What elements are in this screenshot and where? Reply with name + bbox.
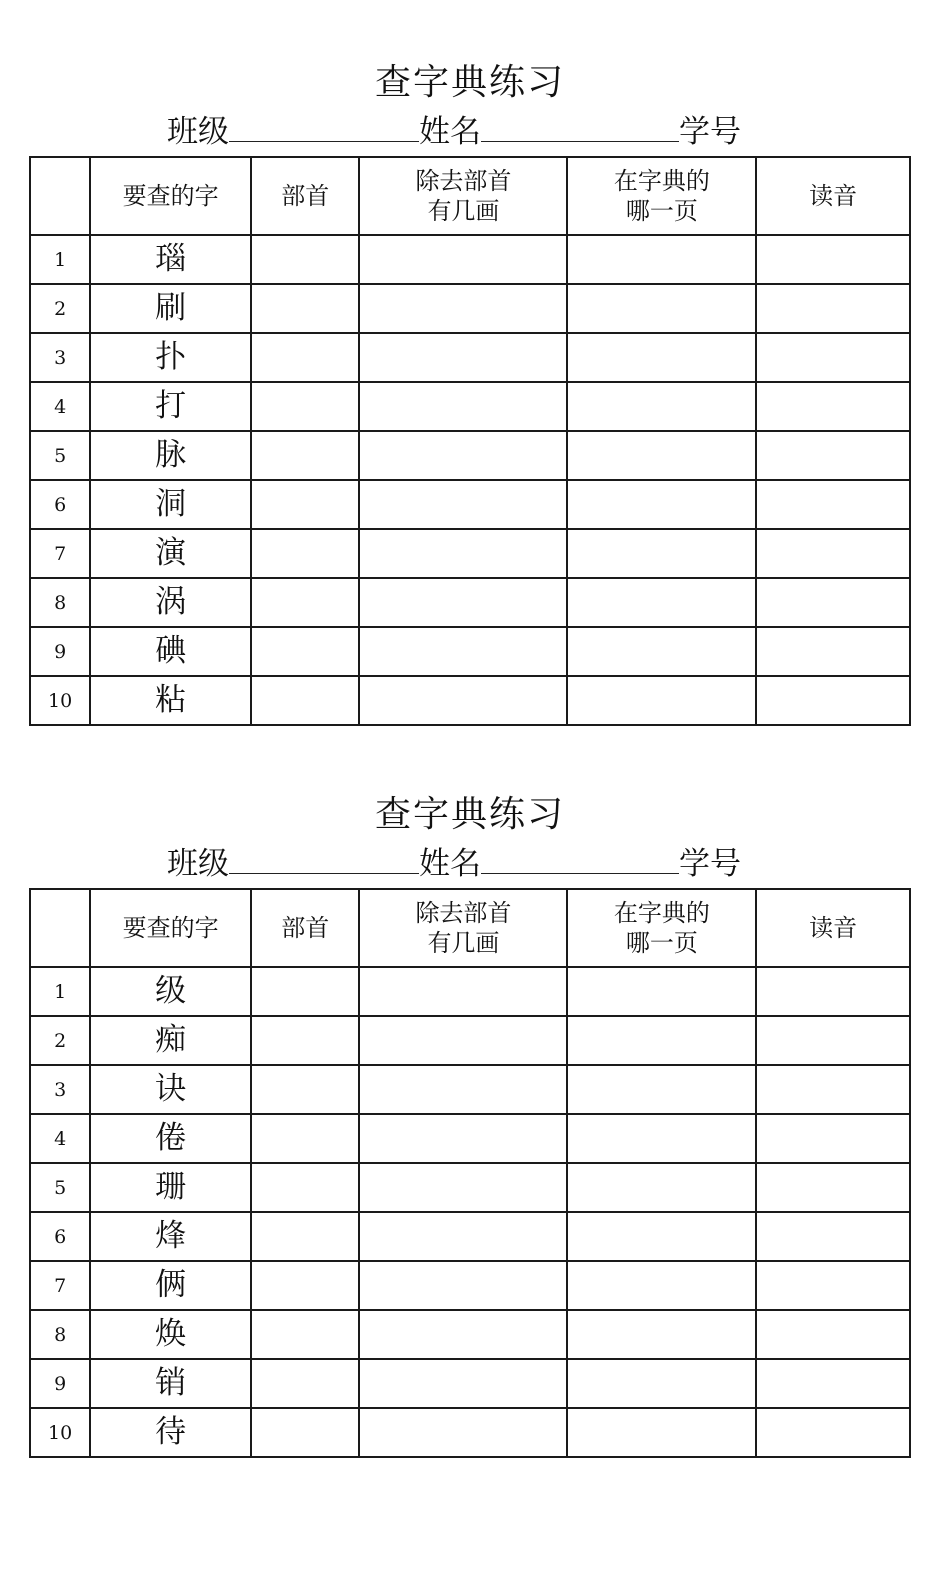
table-row [30,529,910,578]
strokes-cell[interactable] [359,1261,567,1310]
pronunciation-cell[interactable] [756,627,910,676]
page-cell[interactable] [567,529,756,578]
table-row [30,235,910,284]
class-blank[interactable] [229,111,419,142]
pronunciation-cell[interactable] [756,333,910,382]
pronunciation-cell[interactable] [756,431,910,480]
row-number: 3 [30,333,90,382]
character-cell: 倦 [90,1114,251,1163]
row-number: 9 [30,1359,90,1408]
pronunciation-cell[interactable] [756,235,910,284]
worksheet-1 [29,58,911,726]
row-number: 10 [30,676,90,725]
header-character: 要查的字 [90,157,251,235]
name-blank[interactable] [481,111,679,142]
table-row [30,1114,910,1163]
character-cell: 粘 [90,676,251,725]
strokes-cell[interactable] [359,1114,567,1163]
pronunciation-cell[interactable] [756,1408,910,1457]
table-row [30,1016,910,1065]
character-cell: 洞 [90,480,251,529]
page-cell[interactable] [567,235,756,284]
strokes-cell[interactable] [359,967,567,1016]
student-info-line [29,840,911,888]
row-number: 3 [30,1065,90,1114]
radical-cell[interactable] [251,1408,359,1457]
strokes-cell[interactable] [359,333,567,382]
character-cell: 脉 [90,431,251,480]
page-cell[interactable] [567,627,756,676]
strokes-cell[interactable] [359,1016,567,1065]
page-cell[interactable] [567,382,756,431]
character-cell: 碘 [90,627,251,676]
table-row [30,1408,910,1457]
header-radical: 部首 [251,889,359,967]
character-cell: 级 [90,967,251,1016]
radical-cell[interactable] [251,578,359,627]
radical-cell[interactable] [251,431,359,480]
page-cell[interactable] [567,1016,756,1065]
row-number: 5 [30,431,90,480]
character-cell: 珊 [90,1163,251,1212]
strokes-cell[interactable] [359,1359,567,1408]
row-number: 4 [30,1114,90,1163]
pronunciation-cell[interactable] [756,480,910,529]
row-number: 9 [30,627,90,676]
header-page-line2: 哪一页 [625,929,698,957]
table-row [30,480,910,529]
page-cell[interactable] [567,284,756,333]
radical-cell[interactable] [251,1016,359,1065]
header-page-line1: 在字典的 [613,167,710,195]
pronunciation-cell[interactable] [756,578,910,627]
table-row [30,333,910,382]
table-row [30,578,910,627]
character-cell: 痴 [90,1016,251,1065]
row-number: 8 [30,578,90,627]
radical-cell[interactable] [251,529,359,578]
table-row [30,431,910,480]
header-strokes-line1: 除去部首 [415,899,512,927]
table-row [30,1163,910,1212]
strokes-cell[interactable] [359,480,567,529]
radical-cell[interactable] [251,676,359,725]
table-row [30,1212,910,1261]
radical-cell[interactable] [251,967,359,1016]
worksheet-title: 查字典练习 [374,62,565,103]
row-number: 7 [30,1261,90,1310]
page-cell[interactable] [567,676,756,725]
strokes-cell[interactable] [359,578,567,627]
page-cell[interactable] [567,967,756,1016]
header-row [30,889,910,967]
row-number: 6 [30,480,90,529]
class-blank[interactable] [229,843,419,874]
character-cell: 打 [90,382,251,431]
radical-cell[interactable] [251,1065,359,1114]
student-id-label: 学号 [679,114,741,150]
character-cell: 诀 [90,1065,251,1114]
header-character: 要查的字 [90,889,251,967]
page-cell[interactable] [567,1163,756,1212]
header-remaining-strokes [359,889,567,967]
radical-cell[interactable] [251,627,359,676]
character-cell: 俩 [90,1261,251,1310]
strokes-cell[interactable] [359,627,567,676]
table-row [30,627,910,676]
character-cell: 烽 [90,1212,251,1261]
pronunciation-cell[interactable] [756,1065,910,1114]
page-cell[interactable] [567,1408,756,1457]
page-cell[interactable] [567,1212,756,1261]
row-number: 10 [30,1408,90,1457]
student-id-label: 学号 [679,846,741,882]
table-row [30,967,910,1016]
header-dictionary-page [567,889,756,967]
character-cell: 销 [90,1359,251,1408]
table-row [30,1261,910,1310]
page-cell[interactable] [567,1114,756,1163]
pronunciation-cell[interactable] [756,382,910,431]
header-page-line2: 哪一页 [625,197,698,225]
header-strokes-line1: 除去部首 [415,167,512,195]
pronunciation-cell[interactable] [756,1261,910,1310]
header-row [30,157,910,235]
strokes-cell[interactable] [359,431,567,480]
table-row [30,382,910,431]
radical-cell[interactable] [251,480,359,529]
radical-cell[interactable] [251,284,359,333]
page-cell[interactable] [567,578,756,627]
character-cell: 刷 [90,284,251,333]
strokes-cell[interactable] [359,235,567,284]
radical-cell[interactable] [251,1114,359,1163]
strokes-cell[interactable] [359,529,567,578]
pronunciation-cell[interactable] [756,1163,910,1212]
character-cell: 焕 [90,1310,251,1359]
worksheet-2 [29,790,911,1458]
radical-cell[interactable] [251,1163,359,1212]
header-remaining-strokes [359,157,567,235]
pronunciation-cell[interactable] [756,1359,910,1408]
radical-cell[interactable] [251,1359,359,1408]
strokes-cell[interactable] [359,1310,567,1359]
pronunciation-cell[interactable] [756,529,910,578]
header-dictionary-page [567,157,756,235]
row-number: 2 [30,284,90,333]
header-pronunciation: 读音 [756,889,910,967]
page-cell[interactable] [567,1261,756,1310]
name-blank[interactable] [481,843,679,874]
row-number: 7 [30,529,90,578]
character-cell: 瑙 [90,235,251,284]
page-cell[interactable] [567,480,756,529]
header-page-line1: 在字典的 [613,899,710,927]
row-number: 1 [30,235,90,284]
radical-cell[interactable] [251,382,359,431]
row-number: 6 [30,1212,90,1261]
page-cell[interactable] [567,1065,756,1114]
page-cell[interactable] [567,1310,756,1359]
pronunciation-cell[interactable] [756,1114,910,1163]
pronunciation-cell[interactable] [756,676,910,725]
pronunciation-cell[interactable] [756,1310,910,1359]
pronunciation-cell[interactable] [756,284,910,333]
radical-cell[interactable] [251,1212,359,1261]
radical-cell[interactable] [251,1310,359,1359]
page-cell[interactable] [567,1359,756,1408]
table-row [30,284,910,333]
dictionary-practice-table [29,888,911,1458]
worksheet-title: 查字典练习 [374,794,565,835]
character-cell: 涡 [90,578,251,627]
strokes-cell[interactable] [359,1212,567,1261]
header-radical: 部首 [251,157,359,235]
pronunciation-cell[interactable] [756,1016,910,1065]
character-cell: 演 [90,529,251,578]
table-row [30,1310,910,1359]
header-number [30,157,90,235]
row-number: 5 [30,1163,90,1212]
table-row [30,1065,910,1114]
class-label: 班级 [167,114,229,150]
page-cell[interactable] [567,431,756,480]
header-strokes-line2: 有几画 [427,929,500,957]
strokes-cell[interactable] [359,284,567,333]
header-number [30,889,90,967]
pronunciation-cell[interactable] [756,967,910,1016]
strokes-cell[interactable] [359,1408,567,1457]
student-info-line [29,108,911,156]
row-number: 1 [30,967,90,1016]
name-label: 姓名 [419,114,481,150]
character-cell: 扑 [90,333,251,382]
header-strokes-line2: 有几画 [427,197,500,225]
radical-cell[interactable] [251,1261,359,1310]
header-pronunciation: 读音 [756,157,910,235]
row-number: 4 [30,382,90,431]
pronunciation-cell[interactable] [756,1212,910,1261]
row-number: 2 [30,1016,90,1065]
character-cell: 待 [90,1408,251,1457]
page-cell[interactable] [567,333,756,382]
dictionary-practice-table [29,156,911,726]
strokes-cell[interactable] [359,382,567,431]
table-row [30,676,910,725]
strokes-cell[interactable] [359,1065,567,1114]
name-label: 姓名 [419,846,481,882]
radical-cell[interactable] [251,333,359,382]
table-row [30,1359,910,1408]
radical-cell[interactable] [251,235,359,284]
strokes-cell[interactable] [359,676,567,725]
strokes-cell[interactable] [359,1163,567,1212]
class-label: 班级 [167,846,229,882]
row-number: 8 [30,1310,90,1359]
